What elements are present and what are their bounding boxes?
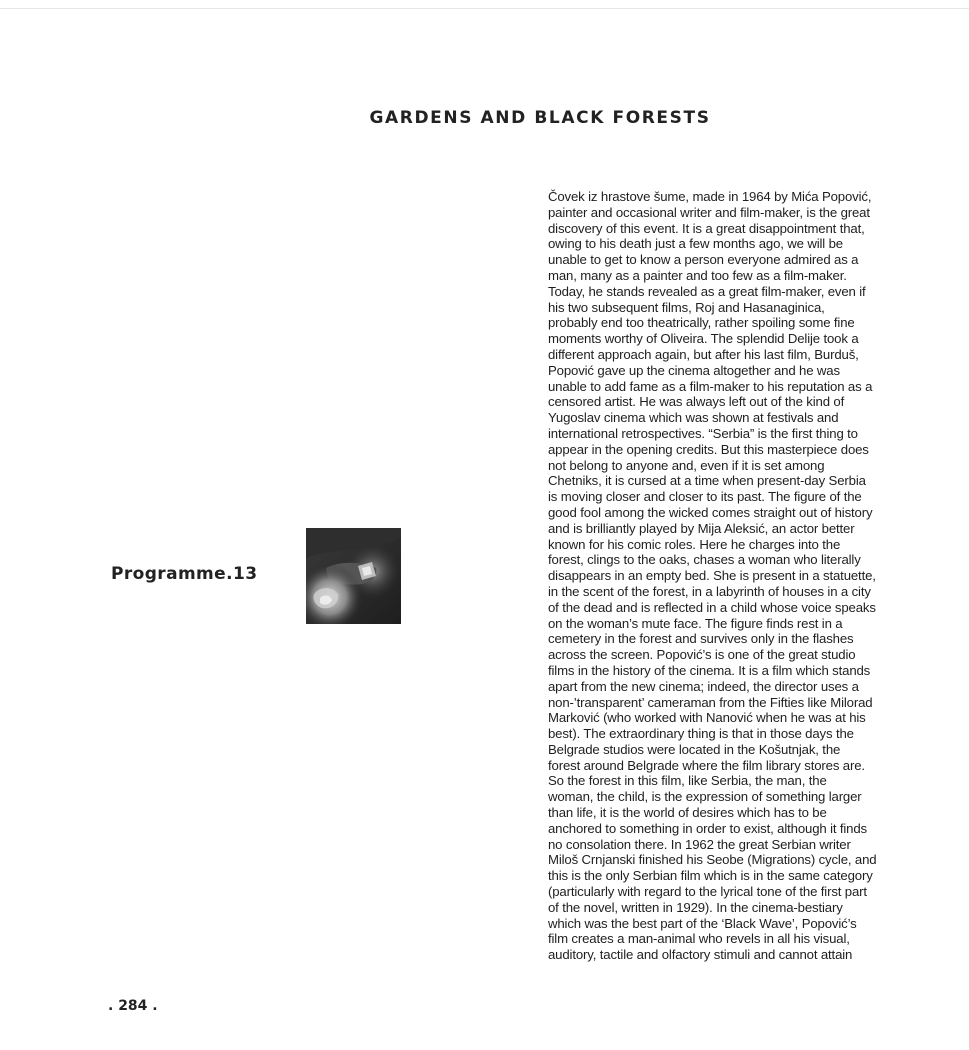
- article-line: known for his comic roles. Here he charges into the: [548, 536, 841, 552]
- article-line: Belgrade studios were located in the Košutnjak, the: [548, 741, 841, 757]
- article-line: good fool among the wicked comes straight out of history: [548, 504, 873, 520]
- article-line: appear in the opening credits. But this masterpiece does: [548, 441, 869, 457]
- article-line: in the scent of the forest, in a labyrinth of houses in a city: [548, 583, 871, 599]
- programme-label: Programme.13: [111, 564, 258, 584]
- article-line: auditory, tactile and olfactory stimuli and cannot attain: [548, 947, 853, 963]
- article-body: [548, 189, 900, 963]
- article-line: is moving closer and closer to its past. The figure of the: [548, 489, 862, 505]
- article-line: apart from the new cinema; indeed, the director uses a: [548, 678, 859, 694]
- article-line: which was the best part of the ‘Black Wave’, Popović’s: [548, 915, 857, 931]
- article-line: best). The extraordinary thing is that in those days the: [548, 726, 854, 742]
- article-line: So the forest in this film, like Serbia, the man, the: [548, 773, 827, 789]
- article-line: forest, clings to the oaks, chases a woman who literally: [548, 552, 861, 568]
- article-line: different approach again, but after his last film, Burduš,: [548, 346, 859, 362]
- article-line: unable to get to know a person everyone admired as a: [548, 252, 859, 268]
- article-line: (particularly with regard to the lyrical tone of the first part: [548, 884, 867, 900]
- article-line: owing to his death just a few months ago, we will be: [548, 236, 843, 252]
- article-line: and is brilliantly played by Mija Aleksić, an actor better: [548, 520, 855, 536]
- article-line: his two subsequent films, Roj and Hasanaginica,: [548, 299, 825, 315]
- article-line: Čovek iz hrastove šume, made in 1964 by Mića Popović,: [548, 189, 872, 204]
- article-line: Marković (who worked with Nanović when he was at his: [548, 710, 866, 726]
- article-line: man, many as a painter and too few as a film-maker.: [548, 267, 847, 283]
- article-line: disappears in an empty bed. She is present in a statuette,: [548, 568, 876, 584]
- article-line: Yugoslav cinema which was shown at festivals and: [548, 410, 839, 426]
- article-line: Popović gave up the cinema altogether and he was: [548, 362, 840, 378]
- article-line: censored artist. He was always left out of the kind of: [548, 394, 845, 410]
- article-line: than life, it is the world of desires which has to be: [548, 805, 827, 821]
- article-line: non-’transparent’ cameraman from the Fifties like Milorad: [548, 694, 873, 710]
- article-line: cemetery in the forest and survives only in the flashes: [548, 631, 854, 647]
- article-line: forest around Belgrade where the film library stores are.: [548, 757, 865, 773]
- article-line: this is the only Serbian film which is in the same category: [548, 868, 873, 884]
- film-still-image: [306, 528, 401, 624]
- article-line: international retrospectives. “Serbia” is the first thing to: [548, 425, 858, 441]
- article-line: of the dead and is reflected in a child whose voice speaks: [548, 599, 876, 615]
- article-line: probably end too theatrically, rather spoiling some fine: [548, 315, 855, 331]
- article-line: Today, he stands revealed as a great film-maker, even if: [548, 283, 866, 299]
- article-line: discovery of this event. It is a great disappointment that,: [548, 220, 865, 236]
- article-line: Miloš Crnjanski finished his Seobe (Migrations) cycle, and: [548, 852, 877, 868]
- page-title: GARDENS AND BLACK FORESTS: [369, 108, 711, 128]
- article-line: film creates a man-animal who revels in all his visual,: [548, 931, 850, 947]
- article-line: unable to add fame as a film-maker to his reputation as a: [548, 378, 873, 394]
- article-line: no consolation there. In 1962 the great Serbian writer: [548, 836, 851, 852]
- article-line: anchored to something in order to exist, although it finds: [548, 820, 867, 836]
- top-rule: [0, 8, 969, 9]
- article-line: moments worthy of Oliveira. The splendid Delije took a: [548, 331, 859, 347]
- article-line: Chetniks, it is cursed at a time when present-day Serbia: [548, 473, 866, 489]
- article-line: films in the history of the cinema. It is a film which stands: [548, 662, 871, 678]
- article-line: woman, the child, is the expression of something larger: [548, 789, 862, 805]
- page-number: . 284 .: [108, 998, 158, 1014]
- article-line: painter and occasional writer and film-maker, is the great: [548, 204, 870, 220]
- article-line: across the screen. Popović’s is one of the great studio: [548, 647, 856, 663]
- article-line: on the woman’s mute face. The figure finds rest in a: [548, 615, 843, 631]
- article-line: of the novel, written in 1929). In the cinema-bestiary: [548, 899, 843, 915]
- article-line: not belong to anyone and, even if it is set among: [548, 457, 825, 473]
